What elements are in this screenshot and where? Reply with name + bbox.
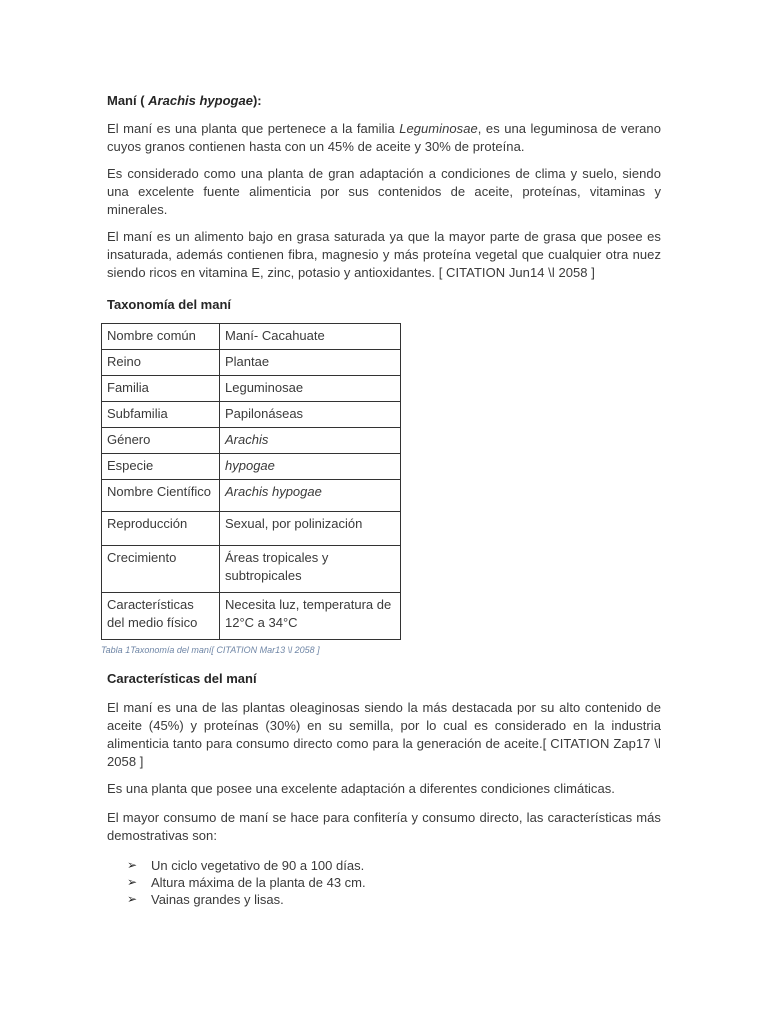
document-title <box>107 92 661 109</box>
intro-paragraph-3: El maní es un alimento bajo en grasa saturada ya que la mayor parte de grasa que posee es insaturada, además contienen fibra, magnesio y más proteína vegetal que cualquier otra nuez siendo ricos en vitamina E, zinc, potasio y antioxidantes. [ CITATION Jun14 \l 2058 ] <box>107 229 661 280</box>
characteristics-paragraph-2: Es una planta que posee una excelente adaptación a diferentes condiciones climáticas. <box>107 781 615 796</box>
arrow-bullet-icon: ➢ <box>127 892 138 906</box>
table-row: Familia Leguminosae <box>102 376 401 402</box>
table-row: Especie hypogae <box>102 454 401 480</box>
characteristics-heading: Características del maní <box>107 671 257 686</box>
table-caption: Tabla 1Taxonomía del maní[ CITATION Mar13 \l 2058 ] <box>101 645 320 655</box>
characteristics-paragraph-3: El mayor consumo de maní se hace para confitería y consumo directo, las características más demostrativas son: <box>107 810 661 843</box>
table-row: Género Arachis <box>102 428 401 454</box>
intro-paragraph-2: Es considerado como una planta de gran adaptación a condiciones de clima y suelo, siendo una excelente fuente alimenticia por sus contenidos de aceite, proteínas, vitaminas y minerales. <box>107 166 661 217</box>
arrow-bullet-icon: ➢ <box>127 875 138 889</box>
arrow-bullet-icon: ➢ <box>127 858 138 872</box>
family-name: Leguminosae <box>399 121 478 136</box>
characteristics-paragraph-1: El maní es una de las plantas oleaginosas siendo la más destacada por su alto contenido de aceite (45%) y proteínas (30%) en su semilla, por lo cual es considerado en la industria alimenticia tanto para consumo directo como para la generación de aceite.[ CITATION Zap17 \l 2058 ] <box>107 700 661 769</box>
table-row: Subfamilia Papilonáseas <box>102 402 401 428</box>
intro-paragraph-1: El maní es una planta que pertenece a la familia Leguminosae, es una leguminosa de verano cuyos granos contienen hasta con un 45% de aceite y 30% de proteína. <box>107 121 661 154</box>
table-row: Características del medio físico Necesita luz, temperatura de 12°C a 34°C <box>102 593 401 640</box>
document-page <box>101 92 661 908</box>
characteristics-list <box>107 857 661 908</box>
table-row: Nombre Científico Arachis hypogae <box>102 480 401 512</box>
title-prefix: Maní ( <box>107 93 149 108</box>
table-row: Nombre común Maní- Cacahuate <box>102 324 401 350</box>
list-item: ➢ Altura máxima de la planta de 43 cm. <box>127 875 366 890</box>
title-species: Arachis hypogae <box>148 93 253 108</box>
taxonomy-heading: Taxonomía del maní <box>107 297 232 312</box>
table-row: Reproducción Sexual, por polinización <box>102 512 401 546</box>
table-row: Reino Plantae <box>102 350 401 376</box>
list-item: ➢ Vainas grandes y lisas. <box>127 892 284 907</box>
title-suffix: ): <box>252 93 262 108</box>
list-item: ➢ Un ciclo vegetativo de 90 a 100 días. <box>127 858 365 873</box>
taxonomy-table <box>101 323 401 640</box>
table-row: Crecimiento Áreas tropicales y subtropicales <box>102 546 401 593</box>
